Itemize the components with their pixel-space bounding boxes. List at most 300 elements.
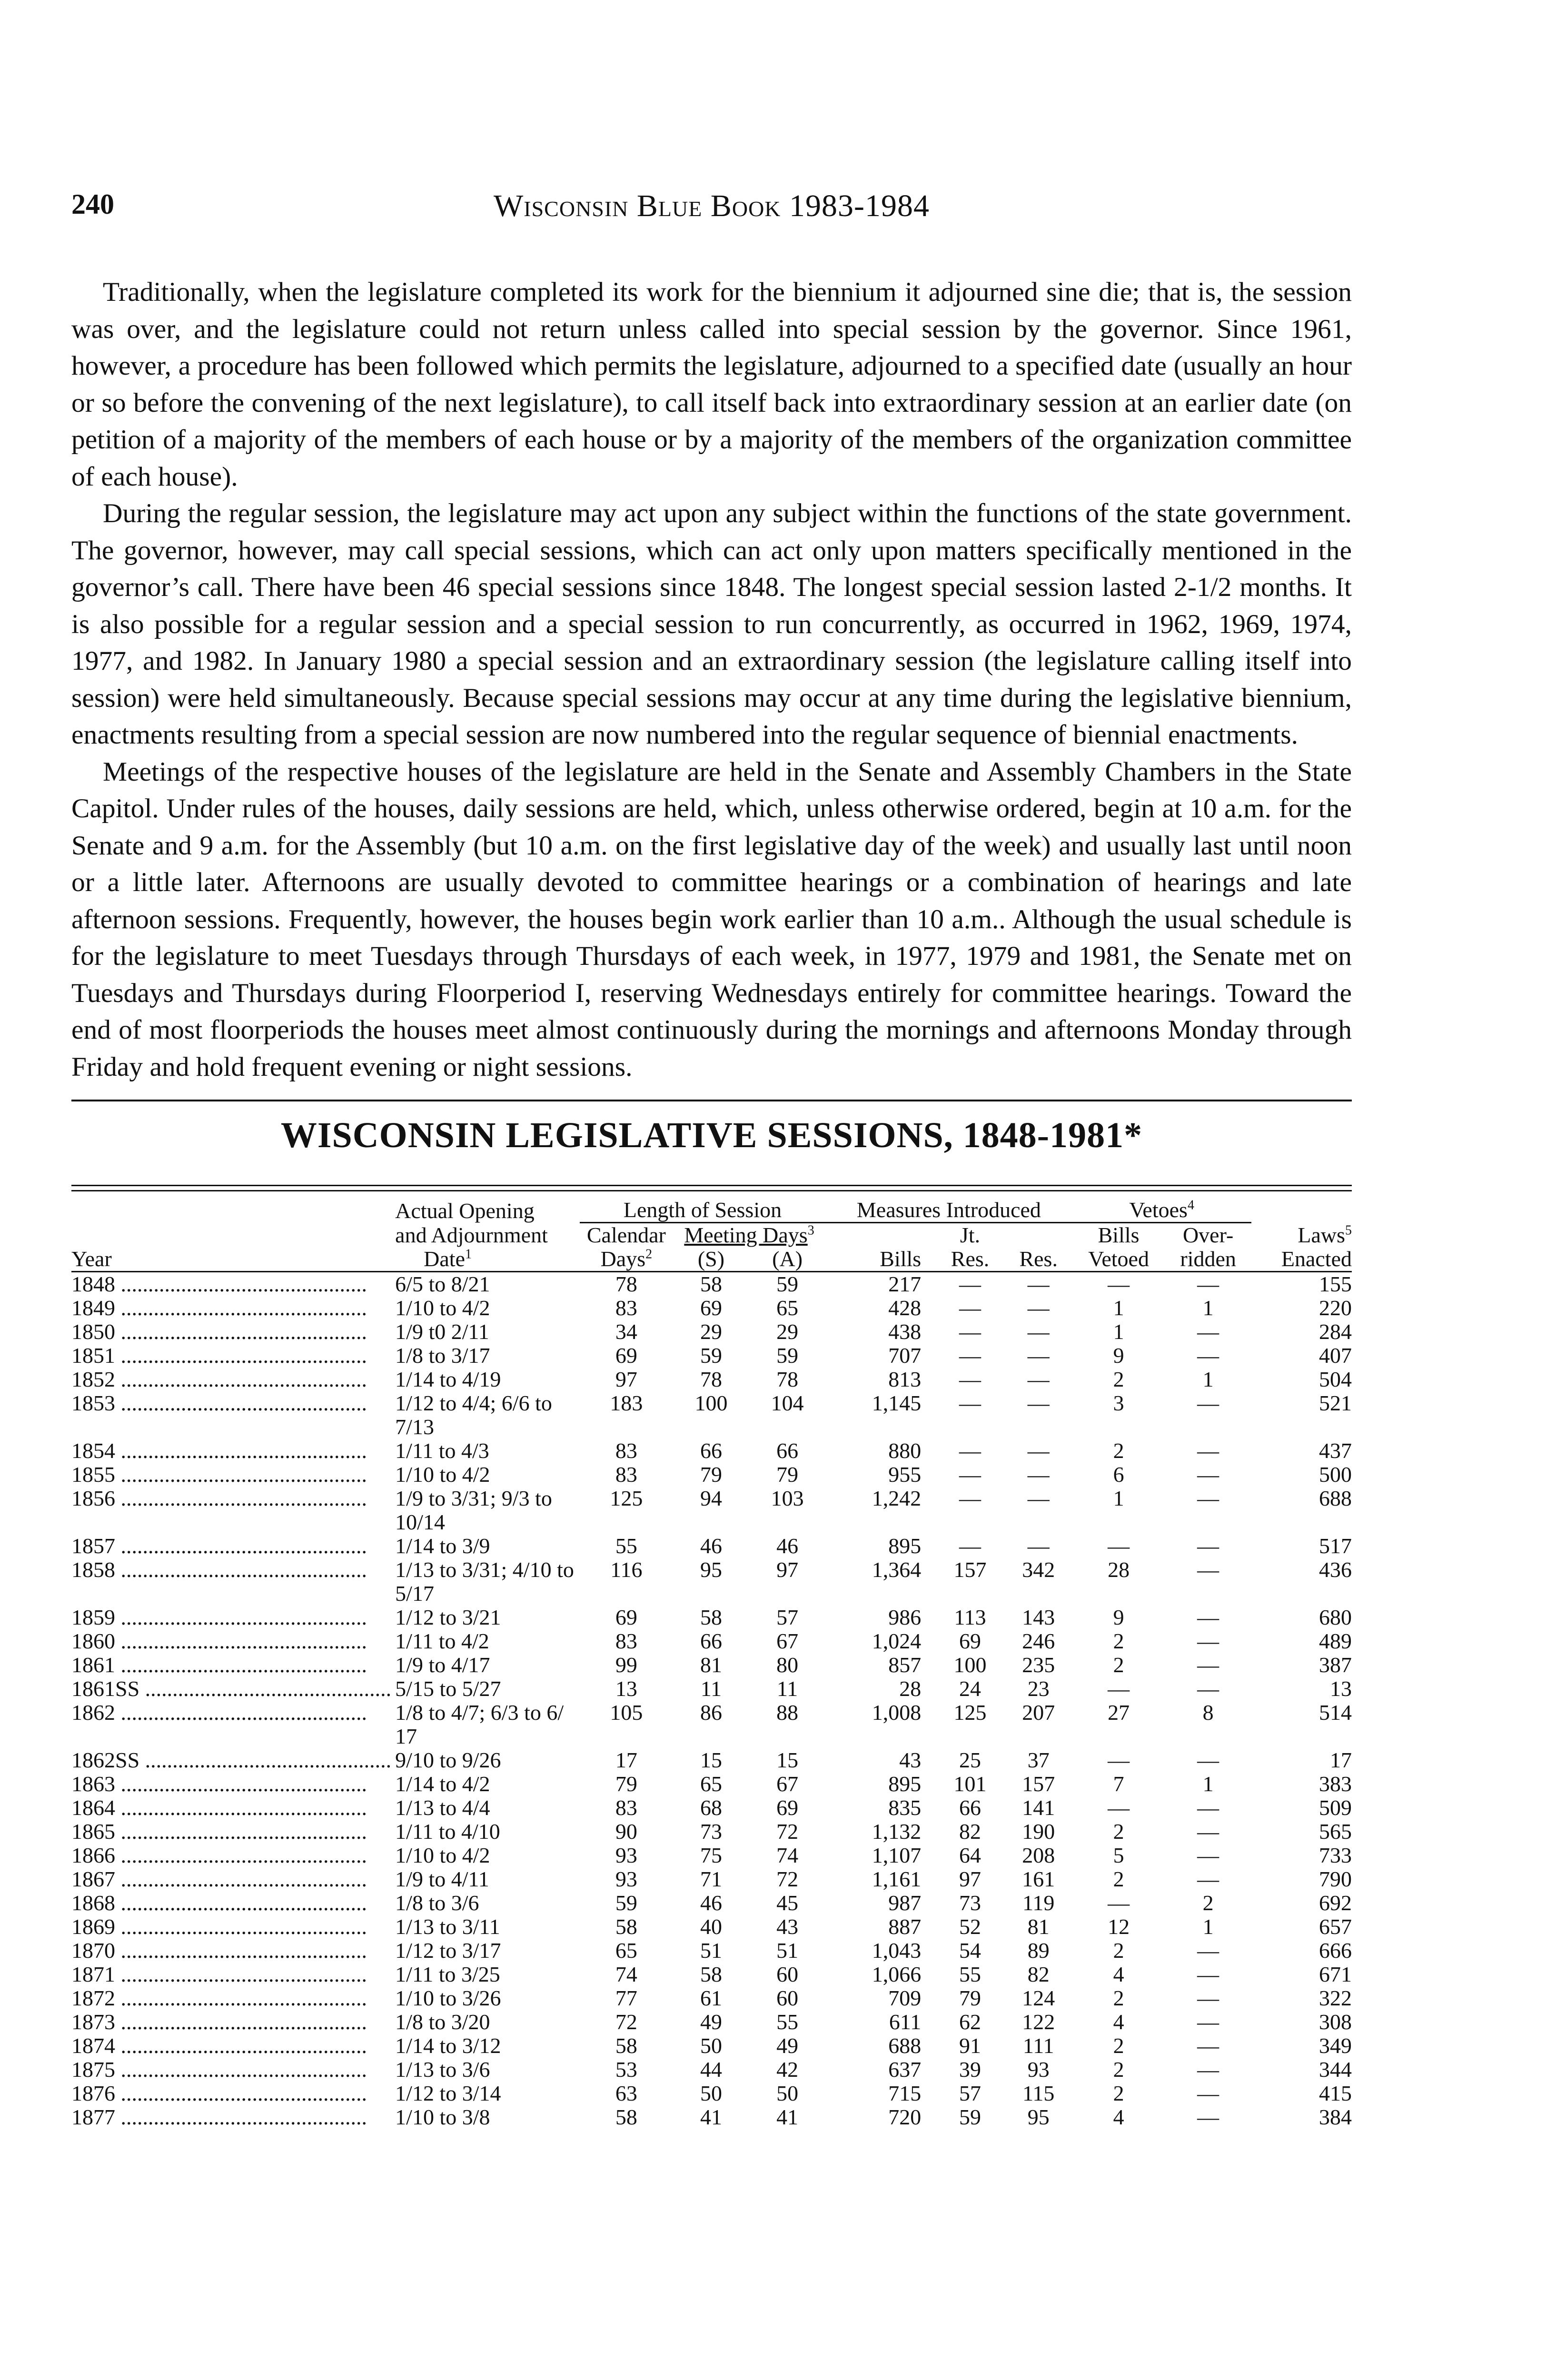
overridden-cell: —	[1197, 1962, 1219, 1986]
table-row	[71, 1939, 1352, 1963]
date-cell: 9/10 to 9/26	[395, 1748, 501, 1772]
senate-cell: 66	[700, 1438, 722, 1463]
vetoed-cell: —	[1108, 1676, 1130, 1701]
date-cell: 1/13 to 3/31; 4/10 to 5/17	[395, 1557, 574, 1606]
assembly-cell: 11	[776, 1676, 798, 1701]
date-cell: 1/10 to 4/2	[395, 1462, 490, 1487]
laws-cell: 387	[1319, 1653, 1352, 1677]
jt-res-cell: 62	[959, 2010, 981, 2034]
date-cell: 1/10 to 3/8	[395, 2105, 490, 2129]
year-cell: 1855 .....	[71, 1463, 367, 1487]
bills-cell: 1,107	[872, 1843, 922, 1867]
date-cell: 1/11 to 4/2	[395, 1629, 489, 1653]
assembly-cell: 80	[776, 1653, 799, 1677]
res-cell: 207	[1022, 1700, 1055, 1725]
senate-cell: 46	[700, 1891, 722, 1915]
jt-res-cell: 97	[959, 1867, 981, 1891]
calendar-cell: 79	[615, 1772, 637, 1796]
year-cell: 1862 .....	[71, 1701, 367, 1725]
vetoed-cell: —	[1108, 1891, 1130, 1915]
calendar-cell: 55	[615, 1534, 637, 1558]
jt-res-cell: 91	[959, 2033, 981, 2058]
year-cell: 1872 .....	[71, 1986, 367, 2010]
laws-cell: 407	[1319, 1343, 1352, 1368]
assembly-cell: 45	[776, 1891, 799, 1915]
laws-cell: 155	[1319, 1272, 1352, 1296]
year-cell: 1861 .....	[71, 1653, 367, 1677]
bills-cell: 1,145	[872, 1391, 922, 1415]
overridden-cell: —	[1197, 1534, 1219, 1558]
calendar-cell: 90	[615, 1819, 637, 1844]
year-cell: 1857 .....	[71, 1534, 367, 1558]
overridden-header-line2: ridden	[1165, 1247, 1251, 1272]
year-cell: 1874 .....	[71, 2034, 367, 2058]
jt-res-cell: 157	[953, 1557, 987, 1582]
bills-cell: 857	[888, 1653, 922, 1677]
vetoed-cell: 2	[1113, 1819, 1124, 1844]
jt-res-cell: 24	[959, 1676, 981, 1701]
overridden-cell: —	[1197, 1748, 1219, 1772]
jt-res-cell: 73	[959, 1891, 981, 1915]
jt-res-cell: 82	[959, 1819, 981, 1844]
table-row	[71, 1463, 1352, 1487]
paragraph: Traditionally, when the legislature completed its work for the biennium it adjourned sine die; that is, the session was over, and the legislature could not return unless called into special session by the governor. Since 1961, however, a procedure has been followed which permits the legislature, adjourned to a specified date (usually an hour or so before the convening of the next legislature), to call itself back into extraordinary session at an earlier date (on petition of a majority of the members of each house or by a majority of the members of the organization committee of each house).	[71, 277, 1352, 492]
year-cell: 1861SS .....	[71, 1677, 391, 1701]
jt-res-cell: —	[959, 1486, 981, 1510]
date-cell: 1/8 to 3/20	[395, 2010, 490, 2034]
jt-res-cell: 79	[959, 1986, 981, 2010]
table-row	[71, 1748, 1352, 1772]
year-cell: 1871 .....	[71, 1963, 367, 1986]
laws-cell: 349	[1319, 2033, 1352, 2058]
table-row	[71, 2034, 1352, 2058]
assembly-cell: 104	[771, 1391, 804, 1415]
date-cell: 1/9 to 3/31; 9/3 to 10/14	[395, 1486, 552, 1534]
bills-cell: 1,161	[872, 1867, 922, 1891]
length-group-header: Length of Session	[580, 1198, 825, 1223]
res-cell: —	[1027, 1462, 1050, 1487]
assembly-cell: 15	[776, 1748, 799, 1772]
table-row	[71, 2010, 1352, 2034]
vetoed-cell: 28	[1108, 1557, 1130, 1582]
table-row	[71, 1534, 1352, 1558]
vetoed-cell: 4	[1113, 2105, 1124, 2129]
overridden-cell: —	[1197, 1486, 1219, 1510]
jt-res-cell: —	[959, 1319, 981, 1344]
jt-res-cell: —	[959, 1534, 981, 1558]
res-cell: 161	[1022, 1867, 1055, 1891]
table-row	[71, 1963, 1352, 1986]
senate-cell: 44	[700, 2057, 722, 2082]
laws-cell: 509	[1319, 1795, 1352, 1820]
vetoed-cell: 2	[1113, 1938, 1124, 1963]
table-row	[71, 1558, 1352, 1606]
vetoed-cell: 4	[1113, 1962, 1124, 1986]
date-cell: 1/10 to 4/2	[395, 1296, 490, 1320]
year-cell: 1860 .....	[71, 1629, 367, 1653]
overridden-cell: —	[1197, 2105, 1219, 2129]
table-row	[71, 2082, 1352, 2105]
overridden-cell: —	[1197, 1391, 1219, 1415]
calendar-cell: 93	[615, 1867, 637, 1891]
res-cell: —	[1027, 1367, 1050, 1391]
laws-cell: 344	[1319, 2057, 1352, 2082]
bills-cell: 709	[888, 1986, 922, 2010]
senate-cell: 68	[700, 1795, 722, 1820]
table-row	[71, 1915, 1352, 1939]
table-row	[71, 1891, 1352, 1915]
table-row	[71, 1368, 1352, 1391]
senate-cell: 69	[700, 1296, 722, 1320]
date-cell: 1/12 to 3/17	[395, 1938, 501, 1963]
overridden-cell: —	[1197, 1795, 1219, 1820]
senate-cell: 86	[700, 1700, 722, 1725]
laws-header-line1: Laws$^5$	[1298, 1223, 1352, 1247]
jt-res-cell: —	[959, 1296, 981, 1320]
senate-cell: 61	[700, 1986, 722, 2010]
jt-res-cell: —	[959, 1272, 981, 1296]
year-cell: 1866 .....	[71, 1844, 367, 1867]
body-text	[71, 274, 1352, 1085]
date-cell: 5/15 to 5/27	[395, 1676, 501, 1701]
year-header: Year	[71, 1247, 391, 1272]
page	[71, 188, 1352, 2129]
jt-res-cell: 64	[959, 1843, 981, 1867]
year-cell: 1848 .....	[71, 1272, 367, 1296]
laws-cell: 504	[1319, 1367, 1352, 1391]
senate-cell: 66	[700, 1629, 722, 1653]
table-row	[71, 1653, 1352, 1677]
senate-cell: 15	[700, 1748, 722, 1772]
overridden-cell: —	[1197, 1272, 1219, 1296]
assembly-cell: 50	[776, 2081, 799, 2105]
laws-cell: 666	[1319, 1938, 1352, 1963]
assembly-cell: 57	[776, 1605, 799, 1629]
assembly-header: (A)	[749, 1247, 825, 1272]
overridden-cell: —	[1197, 2081, 1219, 2105]
res-cell: 23	[1027, 1676, 1050, 1701]
senate-cell: 71	[700, 1867, 722, 1891]
calendar-cell: 63	[615, 2081, 637, 2105]
laws-cell: 384	[1319, 2105, 1352, 2129]
date-cell: 1/13 to 3/6	[395, 2057, 490, 2082]
table-row	[71, 1391, 1352, 1439]
res-cell: 89	[1027, 1938, 1050, 1963]
overridden-cell: —	[1197, 1319, 1219, 1344]
date-cell: 1/12 to 3/14	[395, 2081, 501, 2105]
vetoed-cell: —	[1108, 1534, 1130, 1558]
overridden-cell: —	[1197, 2010, 1219, 2034]
year-cell: 1851 .....	[71, 1344, 367, 1368]
bills-cell: 813	[888, 1367, 922, 1391]
date-header-line3: Date$^1$	[391, 1247, 580, 1272]
vetoed-cell: 6	[1113, 1462, 1124, 1487]
sessions-table	[71, 1198, 1352, 2129]
res-cell: 208	[1022, 1843, 1055, 1867]
assembly-cell: 66	[776, 1438, 799, 1463]
bills-cell: 986	[888, 1605, 922, 1629]
calendar-cell: 83	[615, 1296, 637, 1320]
year-cell: 1854 .....	[71, 1439, 367, 1463]
year-cell: 1864 .....	[71, 1796, 367, 1820]
laws-cell: 220	[1319, 1296, 1352, 1320]
jt-res-cell: —	[959, 1462, 981, 1487]
laws-cell: 565	[1319, 1819, 1352, 1844]
table-row	[71, 2105, 1352, 2129]
date-cell: 6/5 to 8/21	[395, 1272, 490, 1296]
page-header	[71, 188, 1352, 240]
res-cell: 95	[1027, 2105, 1050, 2129]
table-row	[71, 1320, 1352, 1344]
table-row	[71, 1986, 1352, 2010]
res-cell: 111	[1022, 2033, 1054, 2058]
res-cell: 141	[1022, 1795, 1055, 1820]
laws-cell: 657	[1319, 1914, 1352, 1939]
res-cell: —	[1027, 1391, 1050, 1415]
assembly-cell: 60	[776, 1962, 799, 1986]
res-cell: 122	[1022, 2010, 1055, 2034]
year-cell: 1873 .....	[71, 2010, 367, 2034]
year-cell: 1869 .....	[71, 1915, 367, 1939]
overridden-cell: —	[1197, 2033, 1219, 2058]
date-header-line2: and Adjournment	[395, 1223, 548, 1247]
calendar-cell: 69	[615, 1605, 637, 1629]
table-row	[71, 1796, 1352, 1820]
year-cell: 1856 .....	[71, 1487, 367, 1510]
table-row	[71, 1439, 1352, 1463]
bills-cell: 637	[888, 2057, 922, 2082]
calendar-cell: 34	[615, 1319, 637, 1344]
jt-res-cell: 54	[959, 1938, 981, 1963]
bills-cell: 1,132	[872, 1819, 922, 1844]
assembly-cell: 72	[776, 1867, 799, 1891]
overridden-cell: 1	[1202, 1296, 1214, 1320]
calendar-cell: 83	[615, 1462, 637, 1487]
bills-cell: 835	[888, 1795, 922, 1820]
bills-cell: 720	[888, 2105, 922, 2129]
calendar-cell: 93	[615, 1843, 637, 1867]
date-cell: 1/14 to 3/9	[395, 1534, 490, 1558]
paragraph: During the regular session, the legislature may act upon any subject within the functions of the state government. The governor, however, may call special sessions, which can act only upon matters specifically mentioned in the governor’s call. There have been 46 special sessions since 1848. The longest special session lasted 2-1/2 months. It is also possible for a regular session and a special session to run concurrently, as occurred in 1962, 1969, 1974, 1977, and 1982. In January 1980 a special session and an extraordinary session (the legislature calling itself into session) were held simultaneously. Because special sessions may occur at any time during the legislative biennium, enactments resulting from a special session are now numbered into the regular sequence of biennial enactments.	[71, 498, 1352, 750]
senate-cell: 58	[700, 1605, 722, 1629]
senate-cell: 81	[700, 1653, 722, 1677]
bills-cell: 688	[888, 2033, 922, 2058]
bills-cell: 43	[899, 1748, 922, 1772]
date-cell: 1/9 t0 2/11	[395, 1319, 489, 1344]
vetoed-cell: 5	[1113, 1843, 1124, 1867]
vetoed-cell: 12	[1108, 1914, 1130, 1939]
res-cell: 235	[1022, 1653, 1055, 1677]
year-cell: 1849 .....	[71, 1296, 367, 1320]
jt-header-line2: Res.	[935, 1247, 1005, 1272]
senate-header: (S)	[673, 1247, 749, 1272]
assembly-cell: 74	[776, 1843, 799, 1867]
calendar-cell: 17	[615, 1748, 637, 1772]
calendar-cell: 69	[615, 1343, 637, 1368]
assembly-cell: 49	[776, 2033, 799, 2058]
vetoed-cell: 9	[1113, 1605, 1124, 1629]
assembly-cell: 65	[776, 1296, 799, 1320]
senate-cell: 50	[700, 2081, 722, 2105]
res-cell: 124	[1022, 1986, 1055, 2010]
date-cell: 1/14 to 3/12	[395, 2033, 501, 2058]
year-cell: 1867 .....	[71, 1867, 367, 1891]
calendar-cell: 72	[615, 2010, 637, 2034]
res-cell: —	[1027, 1296, 1050, 1320]
vetoed-cell: 2	[1113, 1986, 1124, 2010]
res-cell: —	[1027, 1343, 1050, 1368]
running-title	[71, 188, 1352, 224]
date-cell: 1/12 to 4/4; 6/6 to 7/13	[395, 1391, 552, 1439]
assembly-cell: 29	[776, 1319, 799, 1344]
laws-cell: 383	[1319, 1772, 1352, 1796]
res-cell: 81	[1027, 1914, 1050, 1939]
bills-cell: 895	[888, 1534, 922, 1558]
vetoed-cell: 2	[1113, 1653, 1124, 1677]
vetoed-cell: —	[1108, 1748, 1130, 1772]
laws-cell: 733	[1319, 1843, 1352, 1867]
table-row	[71, 1867, 1352, 1891]
date-cell: 1/11 to 4/10	[395, 1819, 500, 1844]
calendar-header-line1: Calendar	[586, 1223, 666, 1247]
laws-cell: 415	[1319, 2081, 1352, 2105]
assembly-cell: 46	[776, 1534, 799, 1558]
year-cell: 1877 .....	[71, 2105, 367, 2129]
senate-cell: 29	[700, 1319, 722, 1344]
assembly-cell: 43	[776, 1914, 799, 1939]
date-cell: 1/14 to 4/2	[395, 1772, 490, 1796]
calendar-cell: 58	[615, 2033, 637, 2058]
table-title: WISCONSIN LEGISLATIVE SESSIONS, 1848-1981*	[280, 1115, 1143, 1155]
assembly-cell: 59	[776, 1272, 799, 1296]
laws-cell: 517	[1319, 1534, 1352, 1558]
laws-header-line2: Enacted	[1251, 1247, 1352, 1272]
overridden-cell: 1	[1202, 1914, 1214, 1939]
overridden-cell: —	[1197, 1938, 1219, 1963]
section-rule	[71, 1100, 1352, 1101]
overridden-cell: —	[1197, 1605, 1219, 1629]
overridden-header-line1: Over-	[1182, 1223, 1234, 1247]
bills-cell: 1,043	[872, 1938, 922, 1963]
jt-res-cell: 57	[959, 2081, 981, 2105]
paragraph: Meetings of the respective houses of the legislature are held in the Senate and Assembly Chambers in the State Capitol. Under rules of the houses, daily sessions are held, which, unless otherwise ordered, begin at 10 a.m. for the Senate and 9 a.m. for the Assembly (but 10 a.m. on the first legislative day of the week) and usually last until noon or a little later. Afternoons are usually devoted to committee hearings or a combination of hearings and late afternoon sessions. Frequently, however, the houses begin work earlier than 10 a.m.. Although the usual schedule is for the legislature to meet Tuesdays through Thursdays of each week, in 1977, 1979 and 1981, the Senate met on Tuesdays and Thursdays during Floorperiod I, reserving Wednesdays entirely for committee hearings. Toward the end of most floorperiods the houses meet almost continuously during the mornings and afternoons Monday through Friday and hold frequent evening or night sessions.	[71, 756, 1352, 1082]
calendar-cell: 116	[610, 1557, 643, 1582]
table-row	[71, 1844, 1352, 1867]
overridden-cell: 8	[1202, 1700, 1214, 1725]
assembly-cell: 59	[776, 1343, 799, 1368]
senate-cell: 58	[700, 1962, 722, 1986]
vetoed-cell: —	[1108, 1272, 1130, 1296]
senate-cell: 95	[700, 1557, 722, 1582]
table-row	[71, 1677, 1352, 1701]
bills-cell: 887	[888, 1914, 922, 1939]
laws-cell: 790	[1319, 1867, 1352, 1891]
senate-cell: 40	[700, 1914, 722, 1939]
header-row-2	[71, 1223, 1352, 1248]
assembly-cell: 103	[771, 1486, 804, 1510]
table-row	[71, 1487, 1352, 1534]
laws-cell: 437	[1319, 1438, 1352, 1463]
assembly-cell: 51	[776, 1938, 799, 1963]
laws-cell: 671	[1319, 1962, 1352, 1986]
calendar-cell: 53	[615, 2057, 637, 2082]
assembly-cell: 97	[776, 1557, 799, 1582]
vetoed-cell: 2	[1113, 1629, 1124, 1653]
laws-cell: 692	[1319, 1891, 1352, 1915]
assembly-cell: 67	[776, 1772, 799, 1796]
calendar-cell: 83	[615, 1438, 637, 1463]
calendar-cell: 65	[615, 1938, 637, 1963]
table-row	[71, 1701, 1352, 1748]
calendar-cell: 74	[615, 1962, 637, 1986]
table-row	[71, 1629, 1352, 1653]
jt-res-cell: 52	[959, 1914, 981, 1939]
laws-cell: 521	[1319, 1391, 1352, 1415]
overridden-cell: 1	[1202, 1367, 1214, 1391]
laws-cell: 688	[1319, 1486, 1352, 1510]
calendar-cell: 183	[610, 1391, 643, 1415]
year-cell: 1853 .....	[71, 1391, 367, 1415]
jt-header-line1: Jt.	[960, 1223, 981, 1247]
table-row	[71, 1296, 1352, 1320]
bills-cell: 428	[888, 1296, 922, 1320]
senate-cell: 11	[700, 1676, 722, 1701]
res-cell: 115	[1022, 2081, 1055, 2105]
calendar-cell: 83	[615, 1795, 637, 1820]
jt-res-cell: 101	[953, 1772, 987, 1796]
vetoed-cell: 1	[1113, 1296, 1124, 1320]
senate-cell: 46	[700, 1534, 722, 1558]
bills-cell: 1,364	[872, 1557, 922, 1582]
senate-cell: 78	[700, 1367, 722, 1391]
calendar-cell: 77	[615, 1986, 637, 2010]
overridden-cell: —	[1197, 1843, 1219, 1867]
overridden-cell: —	[1197, 1629, 1219, 1653]
year-cell: 1852 .....	[71, 1368, 367, 1391]
overridden-cell: —	[1197, 2057, 1219, 2082]
sessions-table-body	[71, 1272, 1352, 2130]
overridden-cell: —	[1197, 1438, 1219, 1463]
date-cell: 1/9 to 4/11	[395, 1867, 489, 1891]
jt-res-cell: —	[959, 1343, 981, 1368]
assembly-cell: 69	[776, 1795, 799, 1820]
table-row	[71, 1820, 1352, 1844]
laws-cell: 436	[1319, 1557, 1352, 1582]
senate-cell: 49	[700, 2010, 722, 2034]
jt-res-cell: —	[959, 1391, 981, 1415]
year-cell: 1862SS .....	[71, 1748, 391, 1772]
res-cell: 190	[1022, 1819, 1055, 1844]
bills-cell: 1,024	[872, 1629, 922, 1653]
year-cell: 1868 .....	[71, 1891, 367, 1915]
overridden-cell: —	[1197, 1819, 1219, 1844]
vetoed-cell: 1	[1113, 1486, 1124, 1510]
calendar-cell: 78	[615, 1272, 637, 1296]
vetoed-cell: 2	[1113, 1867, 1124, 1891]
overridden-cell: —	[1197, 1986, 1219, 2010]
bills-cell: 987	[888, 1891, 922, 1915]
assembly-cell: 72	[776, 1819, 799, 1844]
senate-cell: 100	[694, 1391, 728, 1415]
vetoed-cell: 2	[1113, 2033, 1124, 2058]
senate-cell: 65	[700, 1772, 722, 1796]
jt-res-cell: 69	[959, 1629, 981, 1653]
vetoes-group-header: Vetoes$^4$	[1072, 1198, 1251, 1223]
res-cell: 119	[1022, 1891, 1055, 1915]
date-cell: 1/13 to 3/11	[395, 1914, 500, 1939]
table-row	[71, 1772, 1352, 1796]
overridden-cell: —	[1197, 1343, 1219, 1368]
